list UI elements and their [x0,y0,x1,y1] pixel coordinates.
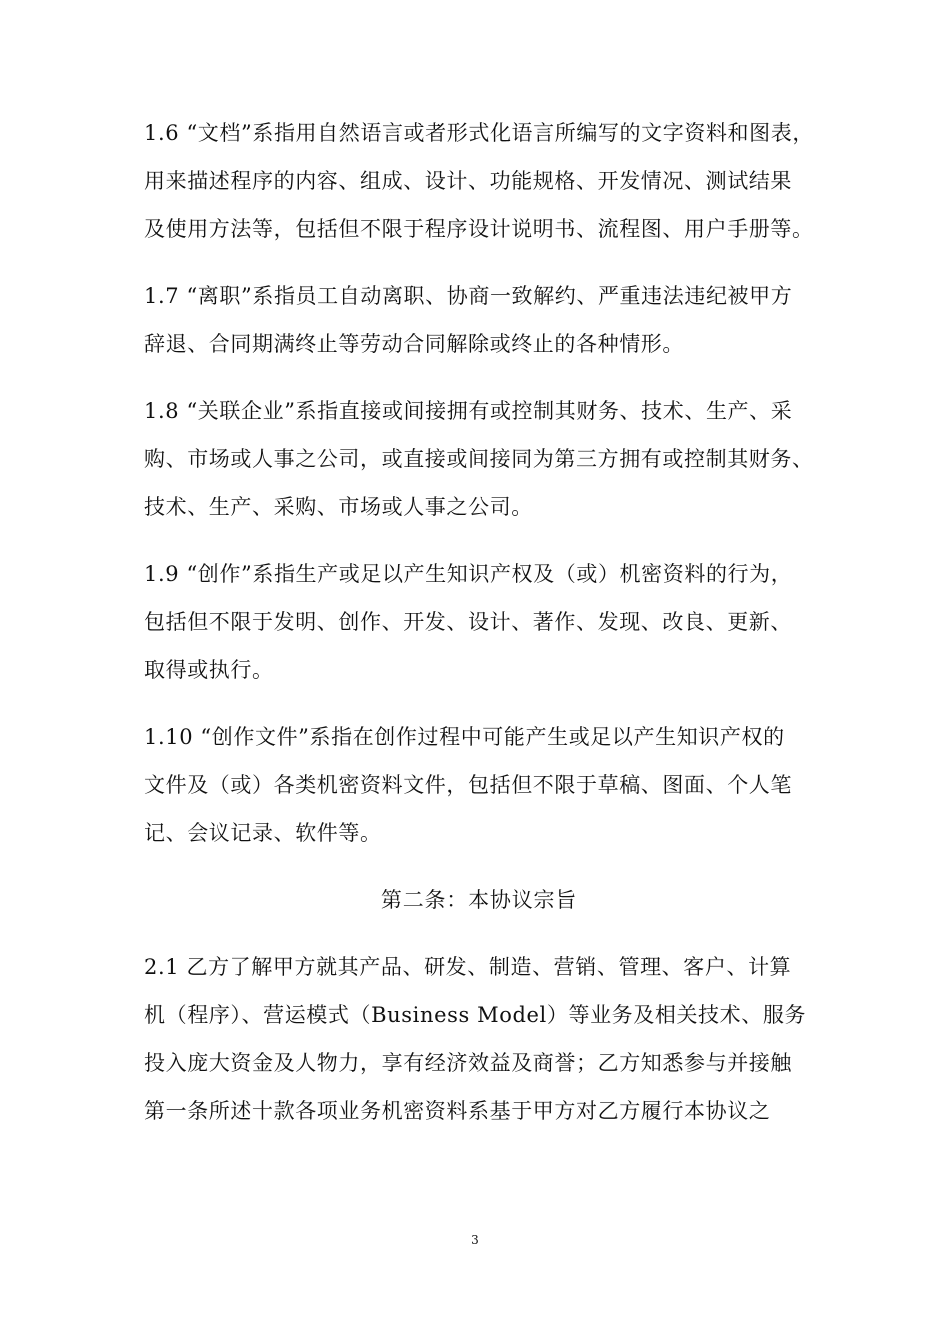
text-line: 包括但不限于发明、创作、开发、设计、著作、发现、改良、更新、 [144,610,792,634]
clause-1-6 [144,109,814,253]
text-line: 1.8 “关联企业”系指直接或间接拥有或控制其财务、技术、生产、采 [144,399,793,423]
text-line: 机（程序）、营运模式（Business Model）等业务及相关技术、服务 [144,1003,807,1027]
text-line: 取得或执行。 [144,658,274,682]
text-line: 记、会议记录、软件等。 [144,821,382,845]
text-line: 用来描述程序的内容、组成、设计、功能规格、开发情况、测试结果 [144,169,792,193]
text-line: 1.6 “文档”系指用自然语言或者形式化语言所编写的文字资料和图表， [144,121,814,145]
clause-1-8 [144,387,814,531]
text-line: 1.10 “创作文件”系指在创作过程中可能产生或足以产生知识产权的 [144,725,785,749]
text-line: 购、市场或人事之公司，或直接或间接同为第三方拥有或控制其财务、 [144,447,814,471]
text-line: 辞退、合同期满终止等劳动合同解除或终止的各种情形。 [144,332,684,356]
clause-2-1 [144,943,814,1135]
clause-1-7 [144,272,814,368]
text-line: 技术、生产、采购、市场或人事之公司。 [144,495,533,519]
text-line: 及使用方法等，包括但不限于程序设计说明书、流程图、用户手册等。 [144,217,814,241]
section-heading: 第二条：本协议宗旨 [380,888,578,912]
clause-1-10 [144,713,814,857]
text-line: 文件及（或）各类机密资料文件，包括但不限于草稿、图面、个人笔 [144,773,792,797]
text-line: 1.7 “离职”系指员工自动离职、协商一致解约、严重违法违纪被甲方 [144,284,793,308]
document-body [144,109,814,1154]
text-line: 2.1 乙方了解甲方就其产品、研发、制造、营销、管理、客户、计算 [144,955,792,979]
clause-1-9 [144,550,814,694]
text-line: 1.9 “创作”系指生产或足以产生知识产权及（或）机密资料的行为， [144,562,793,586]
page-number: 3 [471,1233,479,1247]
text-line: 投入庞大资金及人物力，享有经济效益及商誉；乙方知悉参与并接触 [144,1051,792,1075]
text-line: 第一条所述十款各项业务机密资料系基于甲方对乙方履行本协议之 [144,1099,771,1123]
